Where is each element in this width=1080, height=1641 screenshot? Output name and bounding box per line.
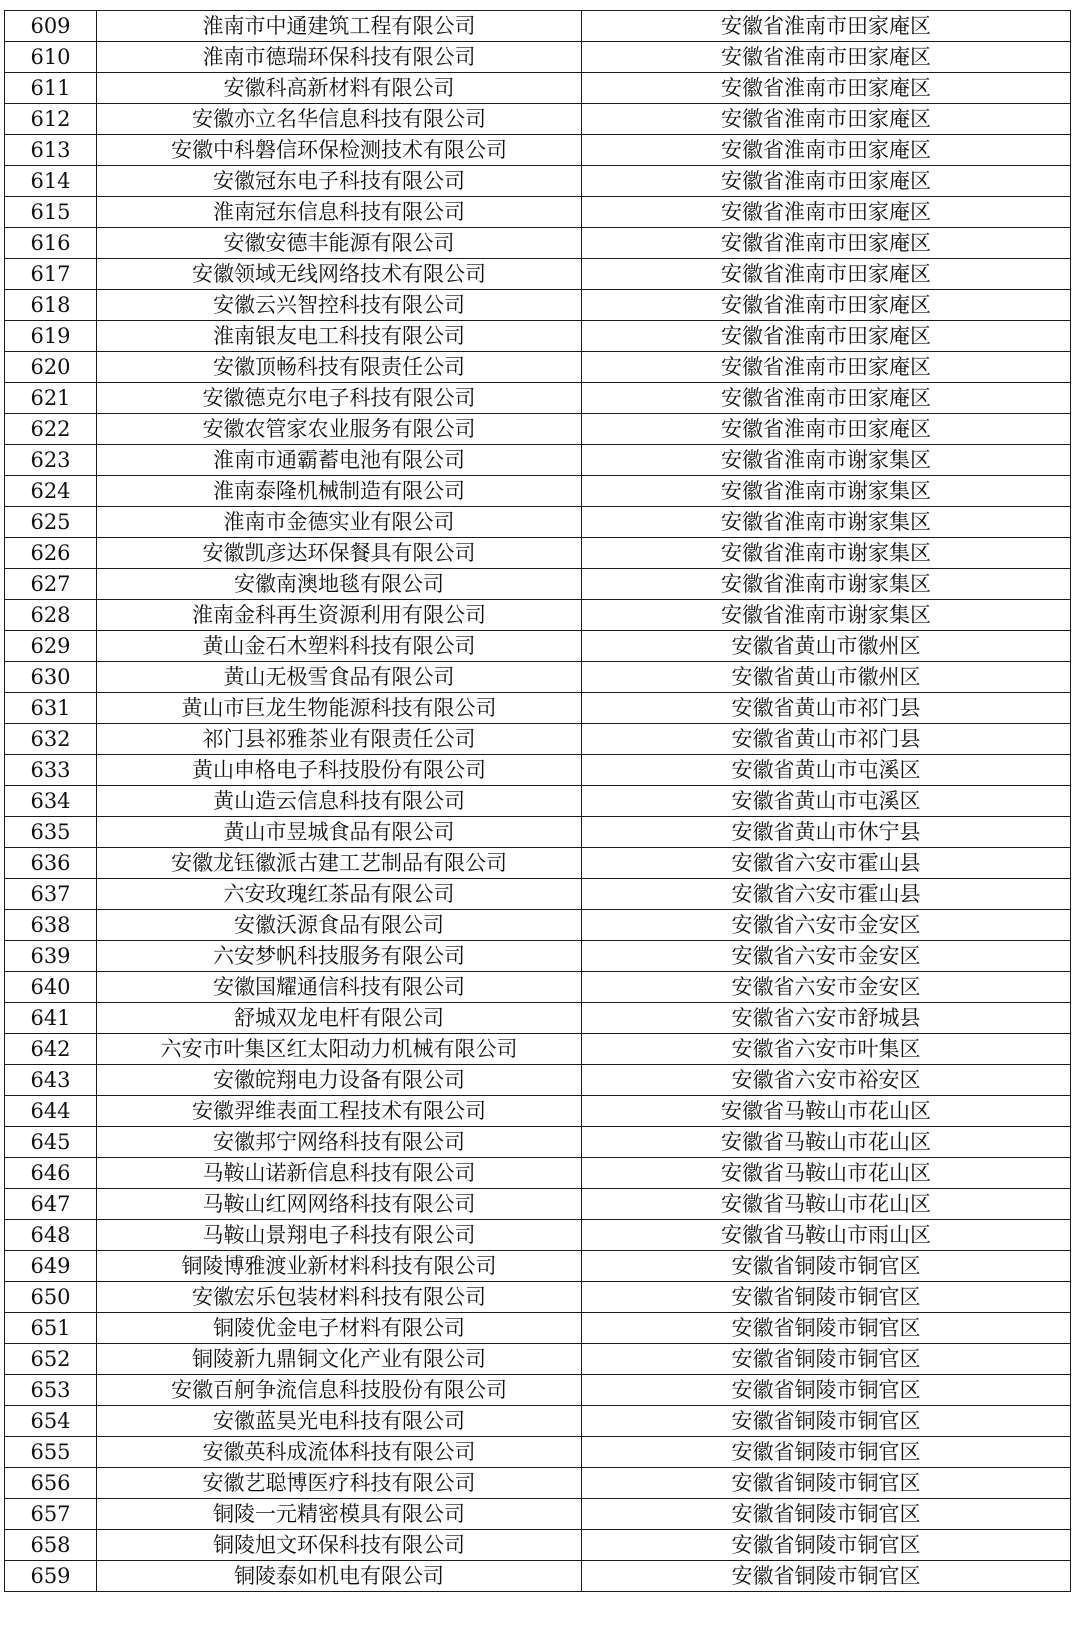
company-name-cell: 淮南金科再生资源利用有限公司 bbox=[97, 600, 582, 631]
region-cell: 安徽省淮南市谢家集区 bbox=[582, 507, 1071, 538]
region-cell: 安徽省马鞍山市雨山区 bbox=[582, 1220, 1071, 1251]
row-number-cell: 612 bbox=[5, 104, 97, 135]
table-row bbox=[5, 755, 1071, 786]
company-name-cell: 祁门县祁雅茶业有限责任公司 bbox=[97, 724, 582, 755]
region-cell: 安徽省淮南市谢家集区 bbox=[582, 538, 1071, 569]
row-number-cell: 632 bbox=[5, 724, 97, 755]
company-name-cell: 淮南市通霸蓄电池有限公司 bbox=[97, 445, 582, 476]
company-name-cell: 黄山市巨龙生物能源科技有限公司 bbox=[97, 693, 582, 724]
region-cell: 安徽省六安市霍山县 bbox=[582, 879, 1071, 910]
row-number-cell: 625 bbox=[5, 507, 97, 538]
company-name-cell: 马鞍山诺新信息科技有限公司 bbox=[97, 1158, 582, 1189]
row-number-cell: 626 bbox=[5, 538, 97, 569]
region-cell: 安徽省淮南市田家庵区 bbox=[582, 11, 1071, 42]
company-name-cell: 安徽沃源食品有限公司 bbox=[97, 910, 582, 941]
table-row bbox=[5, 1375, 1071, 1406]
row-number-cell: 619 bbox=[5, 321, 97, 352]
row-number-cell: 615 bbox=[5, 197, 97, 228]
row-number-cell: 644 bbox=[5, 1096, 97, 1127]
table-row bbox=[5, 662, 1071, 693]
table-row bbox=[5, 879, 1071, 910]
table-row bbox=[5, 1251, 1071, 1282]
region-cell: 安徽省马鞍山市花山区 bbox=[582, 1127, 1071, 1158]
region-cell: 安徽省黄山市祁门县 bbox=[582, 724, 1071, 755]
company-name-cell: 安徽皖翔电力设备有限公司 bbox=[97, 1065, 582, 1096]
region-cell: 安徽省淮南市田家庵区 bbox=[582, 290, 1071, 321]
table-row bbox=[5, 1034, 1071, 1065]
row-number-cell: 634 bbox=[5, 786, 97, 817]
region-cell: 安徽省淮南市田家庵区 bbox=[582, 73, 1071, 104]
table-row bbox=[5, 1468, 1071, 1499]
region-cell: 安徽省淮南市谢家集区 bbox=[582, 600, 1071, 631]
table-row bbox=[5, 197, 1071, 228]
region-cell: 安徽省淮南市谢家集区 bbox=[582, 445, 1071, 476]
region-cell: 安徽省黄山市休宁县 bbox=[582, 817, 1071, 848]
region-cell: 安徽省淮南市田家庵区 bbox=[582, 414, 1071, 445]
table-row bbox=[5, 1344, 1071, 1375]
table-row bbox=[5, 259, 1071, 290]
region-cell: 安徽省铜陵市铜官区 bbox=[582, 1499, 1071, 1530]
table-row bbox=[5, 1096, 1071, 1127]
table-row bbox=[5, 73, 1071, 104]
company-name-cell: 安徽科高新材料有限公司 bbox=[97, 73, 582, 104]
table-row bbox=[5, 11, 1071, 42]
table-row bbox=[5, 228, 1071, 259]
company-name-cell: 马鞍山景翔电子科技有限公司 bbox=[97, 1220, 582, 1251]
region-cell: 安徽省淮南市谢家集区 bbox=[582, 569, 1071, 600]
company-name-cell: 铜陵旭文环保科技有限公司 bbox=[97, 1530, 582, 1561]
region-cell: 安徽省淮南市田家庵区 bbox=[582, 321, 1071, 352]
company-name-cell: 黄山市昱城食品有限公司 bbox=[97, 817, 582, 848]
region-cell: 安徽省淮南市田家庵区 bbox=[582, 197, 1071, 228]
company-name-cell: 安徽国耀通信科技有限公司 bbox=[97, 972, 582, 1003]
row-number-cell: 646 bbox=[5, 1158, 97, 1189]
table-row bbox=[5, 817, 1071, 848]
table-row bbox=[5, 104, 1071, 135]
row-number-cell: 631 bbox=[5, 693, 97, 724]
row-number-cell: 651 bbox=[5, 1313, 97, 1344]
table-row bbox=[5, 507, 1071, 538]
region-cell: 安徽省黄山市屯溪区 bbox=[582, 755, 1071, 786]
company-name-cell: 马鞍山红网网络科技有限公司 bbox=[97, 1189, 582, 1220]
row-number-cell: 652 bbox=[5, 1344, 97, 1375]
company-name-cell: 淮南市德瑞环保科技有限公司 bbox=[97, 42, 582, 73]
table-row bbox=[5, 941, 1071, 972]
company-name-cell: 安徽中科磐信环保检测技术有限公司 bbox=[97, 135, 582, 166]
row-number-cell: 610 bbox=[5, 42, 97, 73]
row-number-cell: 658 bbox=[5, 1530, 97, 1561]
row-number-cell: 645 bbox=[5, 1127, 97, 1158]
region-cell: 安徽省黄山市徽州区 bbox=[582, 631, 1071, 662]
table-row bbox=[5, 538, 1071, 569]
table-row bbox=[5, 786, 1071, 817]
row-number-cell: 629 bbox=[5, 631, 97, 662]
company-name-cell: 安徽龙钰徽派古建工艺制品有限公司 bbox=[97, 848, 582, 879]
region-cell: 安徽省铜陵市铜官区 bbox=[582, 1375, 1071, 1406]
company-name-cell: 淮南市中通建筑工程有限公司 bbox=[97, 11, 582, 42]
table-row bbox=[5, 1158, 1071, 1189]
row-number-cell: 611 bbox=[5, 73, 97, 104]
row-number-cell: 621 bbox=[5, 383, 97, 414]
table-row bbox=[5, 1127, 1071, 1158]
company-name-cell: 安徽百舸争流信息科技股份有限公司 bbox=[97, 1375, 582, 1406]
row-number-cell: 654 bbox=[5, 1406, 97, 1437]
region-cell: 安徽省铜陵市铜官区 bbox=[582, 1406, 1071, 1437]
row-number-cell: 650 bbox=[5, 1282, 97, 1313]
company-name-cell: 六安梦帆科技服务有限公司 bbox=[97, 941, 582, 972]
company-name-cell: 安徽蓝昊光电科技有限公司 bbox=[97, 1406, 582, 1437]
row-number-cell: 630 bbox=[5, 662, 97, 693]
row-number-cell: 622 bbox=[5, 414, 97, 445]
row-number-cell: 613 bbox=[5, 135, 97, 166]
region-cell: 安徽省淮南市田家庵区 bbox=[582, 166, 1071, 197]
region-cell: 安徽省六安市金安区 bbox=[582, 910, 1071, 941]
company-name-cell: 安徽领域无线网络技术有限公司 bbox=[97, 259, 582, 290]
region-cell: 安徽省铜陵市铜官区 bbox=[582, 1530, 1071, 1561]
table-row bbox=[5, 135, 1071, 166]
company-name-cell: 安徽德克尔电子科技有限公司 bbox=[97, 383, 582, 414]
company-name-cell: 舒城双龙电杆有限公司 bbox=[97, 1003, 582, 1034]
company-name-cell: 安徽英科成流体科技有限公司 bbox=[97, 1437, 582, 1468]
company-name-cell: 淮南冠东信息科技有限公司 bbox=[97, 197, 582, 228]
company-name-cell: 安徽邦宁网络科技有限公司 bbox=[97, 1127, 582, 1158]
row-number-cell: 640 bbox=[5, 972, 97, 1003]
row-number-cell: 620 bbox=[5, 352, 97, 383]
region-cell: 安徽省六安市金安区 bbox=[582, 941, 1071, 972]
row-number-cell: 656 bbox=[5, 1468, 97, 1499]
region-cell: 安徽省马鞍山市花山区 bbox=[582, 1096, 1071, 1127]
company-name-cell: 安徽南澳地毯有限公司 bbox=[97, 569, 582, 600]
company-name-cell: 安徽顶畅科技有限责任公司 bbox=[97, 352, 582, 383]
row-number-cell: 643 bbox=[5, 1065, 97, 1096]
table-body bbox=[5, 11, 1071, 1592]
company-name-cell: 安徽宏乐包装材料科技有限公司 bbox=[97, 1282, 582, 1313]
region-cell: 安徽省铜陵市铜官区 bbox=[582, 1282, 1071, 1313]
row-number-cell: 635 bbox=[5, 817, 97, 848]
company-name-cell: 黄山金石木塑料科技有限公司 bbox=[97, 631, 582, 662]
table-row bbox=[5, 383, 1071, 414]
region-cell: 安徽省铜陵市铜官区 bbox=[582, 1561, 1071, 1592]
row-number-cell: 657 bbox=[5, 1499, 97, 1530]
region-cell: 安徽省马鞍山市花山区 bbox=[582, 1189, 1071, 1220]
company-name-cell: 安徽安德丰能源有限公司 bbox=[97, 228, 582, 259]
region-cell: 安徽省淮南市田家庵区 bbox=[582, 228, 1071, 259]
row-number-cell: 609 bbox=[5, 11, 97, 42]
company-name-cell: 铜陵一元精密模具有限公司 bbox=[97, 1499, 582, 1530]
company-list-table bbox=[4, 10, 1071, 1592]
region-cell: 安徽省铜陵市铜官区 bbox=[582, 1251, 1071, 1282]
table-row bbox=[5, 724, 1071, 755]
table-row bbox=[5, 476, 1071, 507]
company-name-cell: 安徽云兴智控科技有限公司 bbox=[97, 290, 582, 321]
row-number-cell: 647 bbox=[5, 1189, 97, 1220]
table-row bbox=[5, 600, 1071, 631]
company-name-cell: 六安玫瑰红茶品有限公司 bbox=[97, 879, 582, 910]
row-number-cell: 655 bbox=[5, 1437, 97, 1468]
region-cell: 安徽省黄山市祁门县 bbox=[582, 693, 1071, 724]
region-cell: 安徽省淮南市田家庵区 bbox=[582, 259, 1071, 290]
row-number-cell: 636 bbox=[5, 848, 97, 879]
row-number-cell: 641 bbox=[5, 1003, 97, 1034]
table-row bbox=[5, 321, 1071, 352]
region-cell: 安徽省六安市金安区 bbox=[582, 972, 1071, 1003]
region-cell: 安徽省六安市裕安区 bbox=[582, 1065, 1071, 1096]
table-row bbox=[5, 445, 1071, 476]
company-name-cell: 铜陵新九鼎铜文化产业有限公司 bbox=[97, 1344, 582, 1375]
table-row bbox=[5, 1313, 1071, 1344]
row-number-cell: 639 bbox=[5, 941, 97, 972]
row-number-cell: 614 bbox=[5, 166, 97, 197]
row-number-cell: 659 bbox=[5, 1561, 97, 1592]
company-name-cell: 安徽亦立名华信息科技有限公司 bbox=[97, 104, 582, 135]
row-number-cell: 633 bbox=[5, 755, 97, 786]
table-row bbox=[5, 910, 1071, 941]
row-number-cell: 623 bbox=[5, 445, 97, 476]
table-row bbox=[5, 1189, 1071, 1220]
row-number-cell: 648 bbox=[5, 1220, 97, 1251]
company-name-cell: 铜陵博雅渡业新材料科技有限公司 bbox=[97, 1251, 582, 1282]
table-row bbox=[5, 42, 1071, 73]
region-cell: 安徽省铜陵市铜官区 bbox=[582, 1344, 1071, 1375]
table-row bbox=[5, 693, 1071, 724]
table-row bbox=[5, 1282, 1071, 1313]
row-number-cell: 637 bbox=[5, 879, 97, 910]
row-number-cell: 624 bbox=[5, 476, 97, 507]
table-row bbox=[5, 1437, 1071, 1468]
row-number-cell: 618 bbox=[5, 290, 97, 321]
row-number-cell: 642 bbox=[5, 1034, 97, 1065]
table-row bbox=[5, 1003, 1071, 1034]
company-name-cell: 铜陵优金电子材料有限公司 bbox=[97, 1313, 582, 1344]
region-cell: 安徽省黄山市屯溪区 bbox=[582, 786, 1071, 817]
region-cell: 安徽省淮南市田家庵区 bbox=[582, 104, 1071, 135]
region-cell: 安徽省六安市叶集区 bbox=[582, 1034, 1071, 1065]
company-name-cell: 铜陵泰如机电有限公司 bbox=[97, 1561, 582, 1592]
row-number-cell: 627 bbox=[5, 569, 97, 600]
row-number-cell: 616 bbox=[5, 228, 97, 259]
table-row bbox=[5, 1499, 1071, 1530]
company-name-cell: 安徽农管家农业服务有限公司 bbox=[97, 414, 582, 445]
table-row bbox=[5, 414, 1071, 445]
table-row bbox=[5, 1530, 1071, 1561]
region-cell: 安徽省淮南市田家庵区 bbox=[582, 42, 1071, 73]
region-cell: 安徽省六安市霍山县 bbox=[582, 848, 1071, 879]
table-row bbox=[5, 631, 1071, 662]
table-row bbox=[5, 848, 1071, 879]
row-number-cell: 638 bbox=[5, 910, 97, 941]
row-number-cell: 628 bbox=[5, 600, 97, 631]
row-number-cell: 617 bbox=[5, 259, 97, 290]
company-name-cell: 淮南泰隆机械制造有限公司 bbox=[97, 476, 582, 507]
table-row bbox=[5, 1220, 1071, 1251]
region-cell: 安徽省六安市舒城县 bbox=[582, 1003, 1071, 1034]
company-name-cell: 安徽冠东电子科技有限公司 bbox=[97, 166, 582, 197]
company-name-cell: 黄山申格电子科技股份有限公司 bbox=[97, 755, 582, 786]
table-row bbox=[5, 972, 1071, 1003]
region-cell: 安徽省淮南市田家庵区 bbox=[582, 135, 1071, 166]
table-row bbox=[5, 1065, 1071, 1096]
table-row bbox=[5, 1406, 1071, 1437]
company-name-cell: 淮南银友电工科技有限公司 bbox=[97, 321, 582, 352]
company-name-cell: 安徽艺聪博医疗科技有限公司 bbox=[97, 1468, 582, 1499]
table-row bbox=[5, 352, 1071, 383]
region-cell: 安徽省马鞍山市花山区 bbox=[582, 1158, 1071, 1189]
company-name-cell: 安徽凯彦达环保餐具有限公司 bbox=[97, 538, 582, 569]
company-list-table-wrapper bbox=[4, 10, 1070, 1592]
region-cell: 安徽省铜陵市铜官区 bbox=[582, 1313, 1071, 1344]
region-cell: 安徽省淮南市田家庵区 bbox=[582, 383, 1071, 414]
company-name-cell: 六安市叶集区红太阳动力机械有限公司 bbox=[97, 1034, 582, 1065]
region-cell: 安徽省黄山市徽州区 bbox=[582, 662, 1071, 693]
company-name-cell: 安徽羿维表面工程技术有限公司 bbox=[97, 1096, 582, 1127]
row-number-cell: 653 bbox=[5, 1375, 97, 1406]
company-name-cell: 黄山造云信息科技有限公司 bbox=[97, 786, 582, 817]
table-row bbox=[5, 290, 1071, 321]
company-name-cell: 黄山无极雪食品有限公司 bbox=[97, 662, 582, 693]
region-cell: 安徽省淮南市谢家集区 bbox=[582, 476, 1071, 507]
row-number-cell: 649 bbox=[5, 1251, 97, 1282]
table-row bbox=[5, 1561, 1071, 1592]
region-cell: 安徽省铜陵市铜官区 bbox=[582, 1437, 1071, 1468]
region-cell: 安徽省铜陵市铜官区 bbox=[582, 1468, 1071, 1499]
table-row bbox=[5, 166, 1071, 197]
company-name-cell: 淮南市金德实业有限公司 bbox=[97, 507, 582, 538]
table-row bbox=[5, 569, 1071, 600]
region-cell: 安徽省淮南市田家庵区 bbox=[582, 352, 1071, 383]
